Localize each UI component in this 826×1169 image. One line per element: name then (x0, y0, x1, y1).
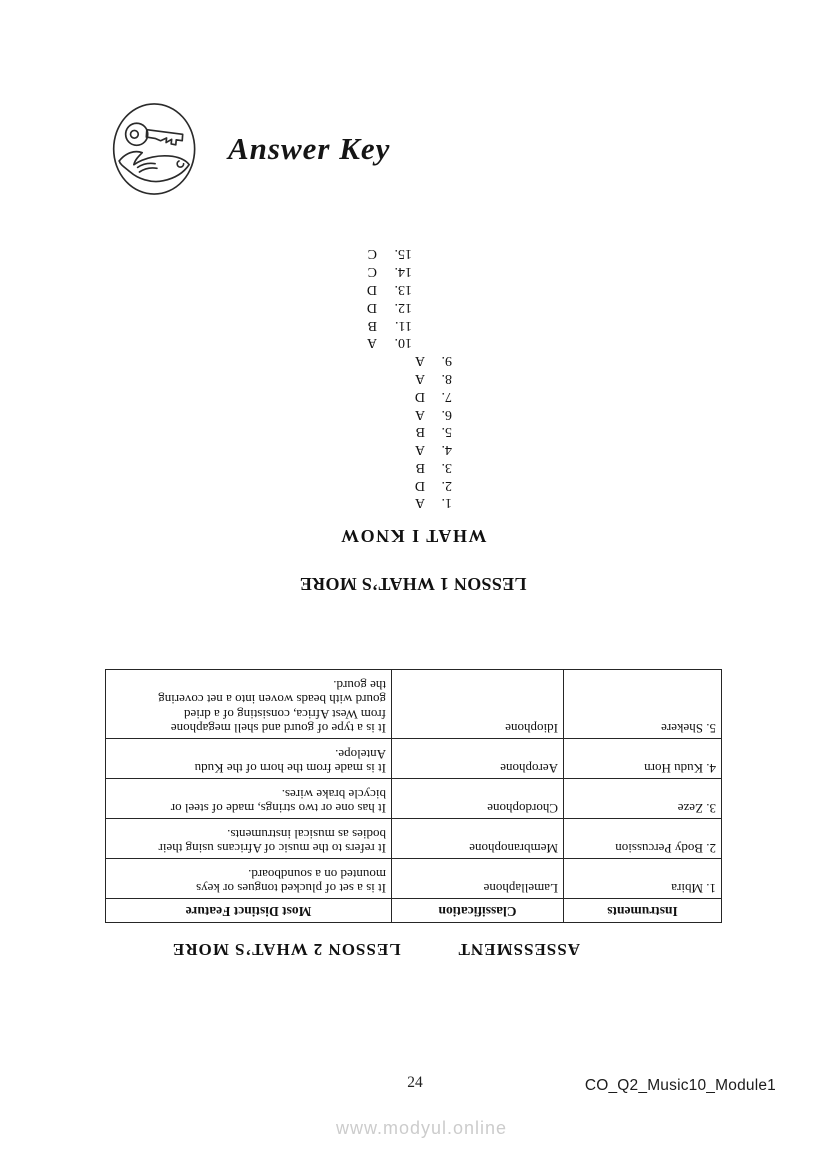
answer-item: 11. B (367, 317, 412, 333)
key-in-hand-icon (110, 100, 202, 198)
answer-item: 14. C (367, 264, 412, 280)
table-row (106, 859, 722, 899)
lesson1-whats-more-heading: LESSON 1 WHAT’S MORE (299, 574, 527, 595)
feature-cell: It is a type of gourd and shell megaphone from West Africa, consisting of a dried gourd with beads woven into a net covering the gourd. (106, 670, 392, 739)
feature-cell: It is a set of plucked tongues or keys mounted on a soundboard. (106, 859, 392, 899)
answer-item: 3. B (415, 459, 452, 475)
module-code: CO_Q2_Music10_Module1 (584, 1077, 776, 1094)
what-i-know-heading: WHAT I KNOW (339, 526, 487, 547)
answers-list (104, 244, 722, 511)
classification-cell: Lamellaphone (392, 859, 564, 899)
feature-cell: It refers to the music of Africans using their bodies as musical instruments. (106, 819, 392, 859)
page-title: Answer Key (228, 131, 391, 166)
watermark: www.modyul.online (336, 1118, 508, 1138)
answer-item: 4. A (414, 442, 452, 458)
classification-cell: Idiophone (392, 670, 564, 739)
instruments-table (105, 670, 722, 924)
answer-item: 10. A (366, 335, 412, 351)
instrument-cell: 1. Mbira (564, 859, 722, 899)
classification-cell: Aerophone (392, 739, 564, 779)
instrument-cell: 3. Zeze (564, 779, 722, 819)
feature-cell: It is made from the horn of the Kudu Antelope. (106, 739, 392, 779)
answer-item: 15. C (367, 246, 412, 262)
classification-cell: Membranophone (392, 819, 564, 859)
section-headings-row (104, 939, 722, 959)
instrument-cell: 5. Shekere (564, 670, 722, 739)
answer-item: 7. D (414, 388, 452, 404)
instrument-cell: 4. Kudu Horn (564, 739, 722, 779)
flipped-answer-content (104, 235, 722, 965)
instrument-cell: 2. Body Percussion (564, 819, 722, 859)
table-header-row (106, 899, 722, 923)
page-number: 24 (407, 1074, 423, 1091)
assessment-heading: ASSESSMENT (457, 940, 580, 959)
answer-key-header (110, 100, 390, 198)
classification-cell: Chordophone (392, 779, 564, 819)
answer-item: 9. A (414, 353, 452, 369)
answer-item: 13. D (366, 281, 412, 297)
answer-item: 2. D (414, 477, 452, 493)
col-header-classification: Classification (392, 899, 564, 923)
table-row (106, 819, 722, 859)
answer-item: 6. A (414, 406, 452, 422)
lesson2-whats-more-heading: LESSON 2 WHAT’S MORE (171, 940, 401, 959)
table-row (106, 779, 722, 819)
answer-item: 8. A (414, 370, 452, 386)
col-header-feature: Most Distinct Feature (106, 899, 392, 923)
table-row (106, 670, 722, 739)
answer-item: 1. A (414, 495, 452, 511)
answer-item: 12. D (366, 299, 412, 315)
col-header-instruments: Instruments (564, 899, 722, 923)
table-row (106, 739, 722, 779)
answer-item: 5. B (415, 424, 452, 440)
feature-cell: It has one or two strings, made of steel or bicycle brake wires. (106, 779, 392, 819)
